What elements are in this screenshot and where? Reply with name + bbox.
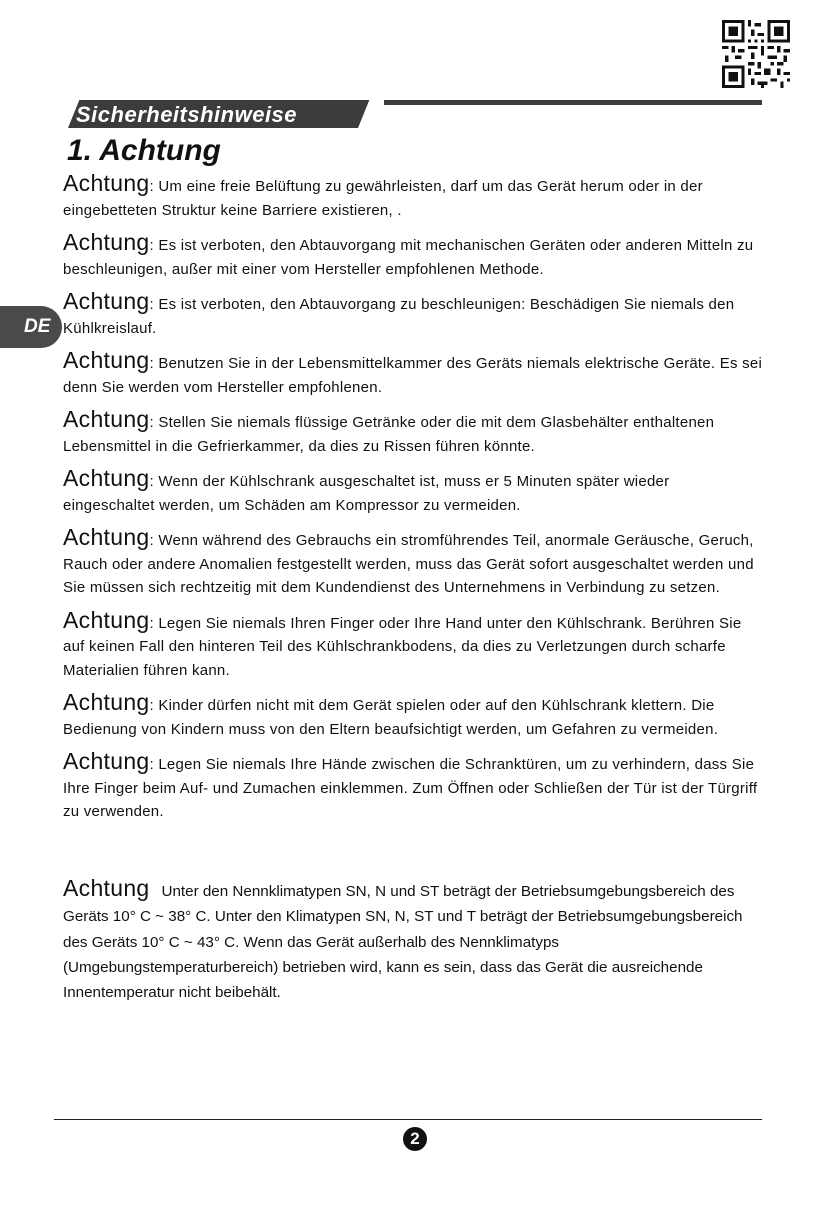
warning-text: Um eine freie Belüftung zu gewährleisten, darf um das Gerät herum oder in der eingebetteten Struktur keine Barriere existieren, .: [63, 178, 703, 219]
warning-text: Legen Sie niemals Ihre Hände zwischen die Schranktüren, um zu verhindern, dass Sie Ihre Finger beim Auf- und Zumachen einklemmen. Zum Öffnen oder Schließen der Tür ist der Türgriff zu verwenden.: [63, 756, 758, 820]
warning-separator: :: [149, 697, 154, 714]
warning-text: Benutzen Sie in der Lebensmittelkammer des Geräts niemals elektrische Geräte. Es sei denn Sie werden vom Hersteller empfohlenen.: [63, 355, 763, 396]
warning-separator: :: [149, 355, 154, 372]
climate-note-text: Unter den Nennklimatypen SN, N und ST beträgt der Betriebsumgebungsbereich des Geräts 10° C ~ 38° C. Unter den Klimatypen SN, N, ST und T beträgt der Betriebsumgebungsbereich des Geräts 10° C ~ 43° C. Wenn das Gerät außerhalb des Nennklimatyps (Umgebungstemperaturbereich) betrieben wird, kann es sein, dass das Gerät die ausreichende Innentemperatur nicht beibehält.: [63, 883, 743, 1002]
warning-keyword: Achtung: [63, 347, 150, 373]
warning-item: [63, 349, 763, 399]
warning-item: [63, 606, 763, 683]
section-label: Sicherheitshinweise: [76, 102, 298, 127]
warning-keyword: Achtung: [63, 524, 150, 550]
warning-separator: :: [149, 532, 154, 549]
warning-separator: :: [149, 473, 154, 490]
climate-note-keyword: Achtung: [63, 875, 150, 901]
warning-item: [63, 467, 763, 517]
warning-text: Wenn während des Gebrauchs ein stromführendes Teil, anormale Geräusche, Geruch, Rauch oder andere Anomalien festgestellt werden, muss das Gerät sofort ausgeschaltet werden und Sie müssen sich rechtzeitig mit dem Kundendienst des Unternehmens in Verbindung zu setzen.: [63, 532, 754, 596]
warning-separator: :: [149, 178, 154, 195]
warning-text: Wenn der Kühlschrank ausgeschaltet ist, muss er 5 Minuten später wieder eingeschaltet werden, um Schäden am Kompressor zu vermeiden.: [63, 473, 670, 514]
warning-item: [63, 408, 763, 458]
qr-code: [722, 20, 790, 88]
warning-text: Es ist verboten, den Abtauvorgang mit mechanischen Geräten oder anderen Mitteln zu beschleunigen, außer mit einer vom Hersteller empfohlenen Methode.: [63, 237, 754, 278]
warning-item: [63, 691, 763, 741]
warning-text: Legen Sie niemals Ihren Finger oder Ihre Hand unter den Kühlschrank. Berühren Sie auf keinen Fall den hinteren Teil des Kühlschrankbodens, da dies zu Verletzungen durch scharfe Materialien führen kann.: [63, 614, 742, 679]
warning-separator: :: [149, 296, 154, 313]
climate-note: [63, 876, 763, 1005]
warning-keyword: Achtung: [63, 406, 150, 432]
warning-list: [63, 172, 763, 824]
warning-keyword: Achtung: [63, 606, 150, 633]
page-title: 1. Achtung: [67, 134, 221, 167]
warning-item: [63, 750, 763, 824]
warning-separator: :: [149, 614, 154, 632]
warning-item: [63, 526, 763, 600]
warning-separator: :: [149, 237, 154, 254]
warning-item: [63, 290, 763, 340]
warning-keyword: Achtung: [63, 170, 150, 196]
warning-separator: :: [149, 414, 154, 431]
section-header: [54, 100, 762, 130]
warning-text: Es ist verboten, den Abtauvorgang zu beschleunigen: Beschädigen Sie niemals den Kühlkreislauf.: [63, 296, 735, 337]
language-tab: DE: [0, 306, 62, 348]
warning-keyword: Achtung: [63, 748, 150, 774]
warning-separator: :: [149, 756, 154, 773]
warning-item: [63, 231, 763, 281]
warning-text: Kinder dürfen nicht mit dem Gerät spielen oder auf den Kühlschrank klettern. Die Bedienung von Kindern muss von den Eltern beaufsichtigt werden, um Gefahren zu vermeiden.: [63, 697, 719, 738]
warning-item: [63, 172, 763, 222]
warning-keyword: Achtung: [63, 465, 150, 491]
warning-keyword: Achtung: [63, 288, 150, 314]
warning-keyword: Achtung: [63, 229, 150, 255]
page-number: 2: [403, 1127, 427, 1151]
warning-keyword: Achtung: [63, 689, 150, 715]
warning-text: Stellen Sie niemals flüssige Getränke oder die mit dem Glasbehälter enthaltenen Lebensmittel in die Gefrierkammer, da dies zu Rissen führen könnte.: [63, 414, 715, 455]
header-rule: [384, 100, 762, 105]
footer-rule: [54, 1119, 762, 1120]
